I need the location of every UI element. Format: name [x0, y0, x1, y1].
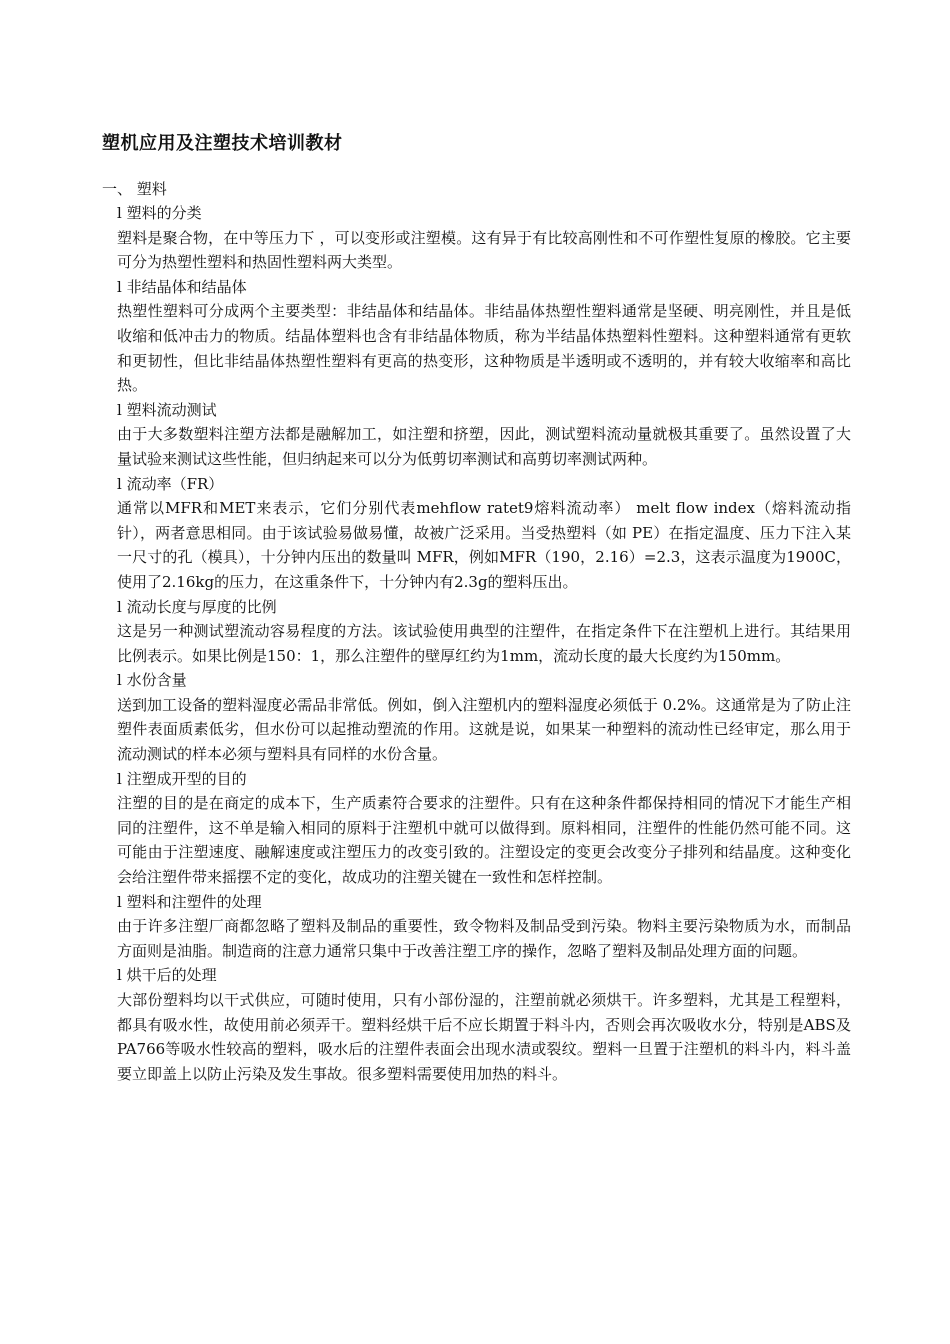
paragraph: 注塑的目的是在商定的成本下，生产质素符合要求的注塑件。只有在这种条件都保持相同的情况下才能生产相同的注塑件，这不单是输入相同的原料于注塑机中就可以做得到。原料相同，注塑件的性能仍然可能不同。这可能由于注塑速度、融解速度或注塑压力的改变引致的。注塑设定的变更会改变分子排列和结晶度。这种变化会给注塑件带来摇摆不定的变化，故成功的注塑关键在一致性和怎样控制。 [117, 794, 851, 887]
subsection-heading: l 塑料的分类 [117, 204, 202, 222]
paragraph: 通常以MFR和MET来表示，它们分别代表mehflow ratet9熔料流动率） melt flow index（熔料流动指针），两者意思相同。由于该试验易做易懂，故被广泛采用。当受热塑料（如 PE）在指定温度、压力下注入某一尺寸的孔（模具），十分钟内压出的数量叫 MFR，例如MFR（190，2.16）=2.3，这表示温度为1900C，使用了2.16kg的压力，在这重条件下，十分钟内有2.3g的塑料压出。 [117, 499, 851, 591]
subsection-heading: l 塑料和注塑件的处理 [117, 892, 262, 911]
subsection-heading: l 水份含量 [117, 671, 187, 690]
section-heading: 一、 塑料 [102, 180, 167, 198]
paragraph: 塑料是聚合物，在中等压力下 ，可以变形或注塑模。这有异于有比较高刚性和不可作塑性复原的橡胶。它主要可分为热塑性塑料和热固性塑料两大类型。 [117, 228, 851, 272]
paragraph: 热塑性塑料可分成两个主要类型：非结晶体和结晶体。非结晶体热塑性塑料通常是坚硬、明亮刚性，并且是低收缩和低冲击力的物质。结晶体塑料也含有非结晶体物质，称为半结晶体热塑料性塑料。这种塑料通常有更软和更韧性，但比非结晶体热塑性塑料有更高的热变形，这种物质是半透明或不透明的，并有较大收缩率和高比热。 [117, 302, 851, 395]
subsection-heading: l 注塑成开型的目的 [117, 769, 247, 788]
subsection-heading: l 非结晶体和结晶体 [117, 277, 247, 296]
paragraph: 由于大多数塑料注塑方法都是融解加工，如注塑和挤塑，因此，测试塑料流动量就极其重要了。虽然设置了大量试验来测试这些性能，但归纳起来可以分为低剪切率测试和高剪切率测试两种。 [117, 425, 851, 468]
subsection-heading: l 流动率（FR） [117, 474, 224, 493]
subsection-heading: l 塑料流动测试 [117, 400, 217, 419]
paragraph: 大部份塑料均以干式供应，可随时使用，只有小部份湿的，注塑前就必须烘干。许多塑料，尤其是工程塑料，都具有吸水性，故使用前必须弄干。塑料经烘干后不应长期置于料斗内，否则会再次吸收水分，特别是ABS及PA766等吸水性较高的塑料，吸水后的注塑件表面会出现水渍或裂纹。塑料一旦置于注塑机的料斗内，料斗盖要立即盖上以防止污染及发生事故。很多塑料需要使用加热的料斗。 [117, 991, 851, 1083]
paragraph: 送到加工设备的塑料湿度必需品非常低。例如，倒入注塑机内的塑料湿度必须低于 0.2%。这通常是为了防止注塑件表面质素低劣，但水份可以起推动塑流的作用。这就是说，如果某一种塑料的流动性已经审定，那么用于流动测试的样本必须与塑料具有同样的水份含量。 [117, 695, 851, 764]
paragraph: 这是另一种测试塑流动容易程度的方法。该试验使用典型的注塑件，在指定条件下在注塑机上进行。其结果用比例表示。如果比例是150：1，那么注塑件的壁厚红约为1mm，流动长度的最大长度约为150mm。 [117, 622, 851, 665]
paragraph: 由于许多注塑厂商都忽略了塑料及制品的重要性，致令物料及制品受到污染。物料主要污染物质为水，而制品方面则是油脂。制造商的注意力通常只集中于改善注塑工序的操作，忽略了塑料及制品处理方面的问题。 [117, 917, 851, 960]
subsection-heading: l 流动长度与厚度的比例 [117, 597, 277, 616]
document-body [117, 201, 851, 1086]
subsection-heading: l 烘干后的处理 [117, 966, 217, 985]
document-title: 塑机应用及注塑技术培训教材 [102, 133, 343, 154]
